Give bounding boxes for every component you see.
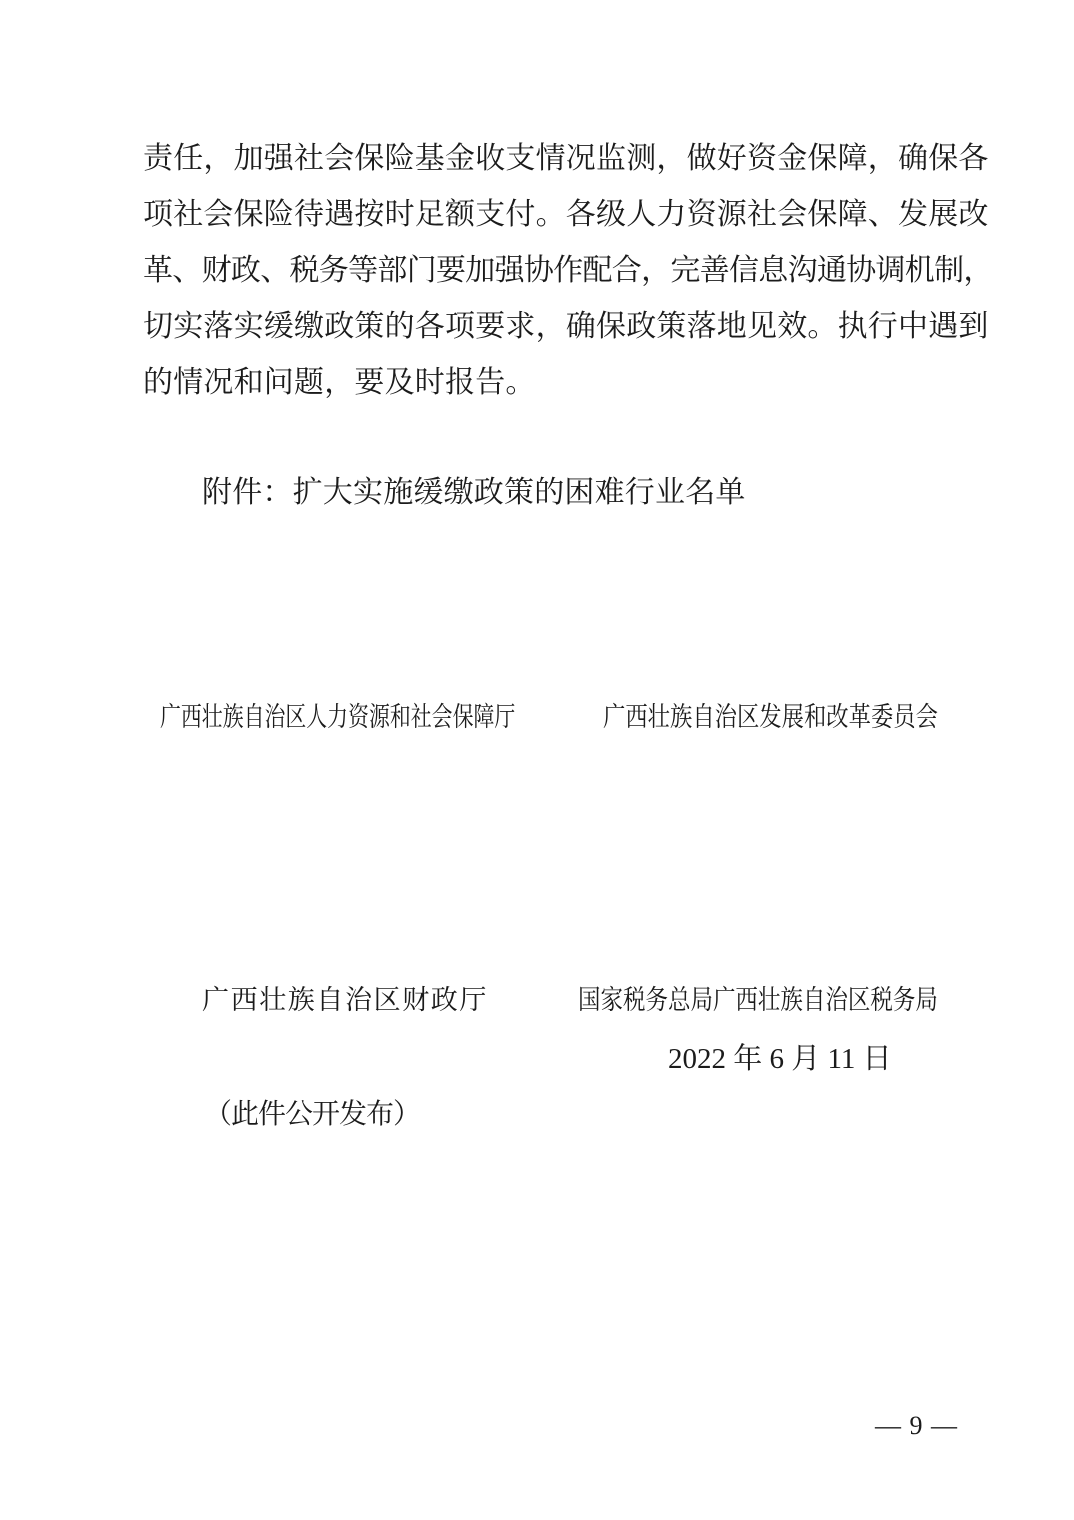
page-number: — 9 — xyxy=(875,1411,958,1440)
paragraph-line-3: 革、财政、税务等部门要加强协作配合，完善信息沟通协调机制， xyxy=(143,254,993,287)
paragraph-line-1: 责任，加强社会保险基金收支情况监测，做好资金保障，确保各 xyxy=(143,142,989,175)
signature-org-development-reform: 广西壮族自治区发展和改革委员会 xyxy=(603,702,938,732)
publish-note: （此件公开发布） xyxy=(204,1099,421,1130)
signature-org-human-resources: 广西壮族自治区人力资源和社会保障厅 xyxy=(160,702,516,732)
paragraph-line-4: 切实落实缓缴政策的各项要求，确保政策落地见效。执行中遇到 xyxy=(143,310,989,343)
signature-org-finance: 广西壮族自治区财政厅 xyxy=(202,985,488,1015)
body-paragraph xyxy=(143,131,993,411)
paragraph-line-2: 项社会保险待遇按时足额支付。各级人力资源社会保障、发展改 xyxy=(143,198,989,231)
date-line: 2022 年 6 月 11 日 xyxy=(668,1043,892,1075)
signature-org-taxation: 国家税务总局广西壮族自治区税务局 xyxy=(578,985,938,1015)
paragraph-line-5: 的情况和问题，要及时报告。 xyxy=(143,366,536,399)
attachment-line: 附件：扩大实施缓缴政策的困难行业名单 xyxy=(202,476,746,509)
